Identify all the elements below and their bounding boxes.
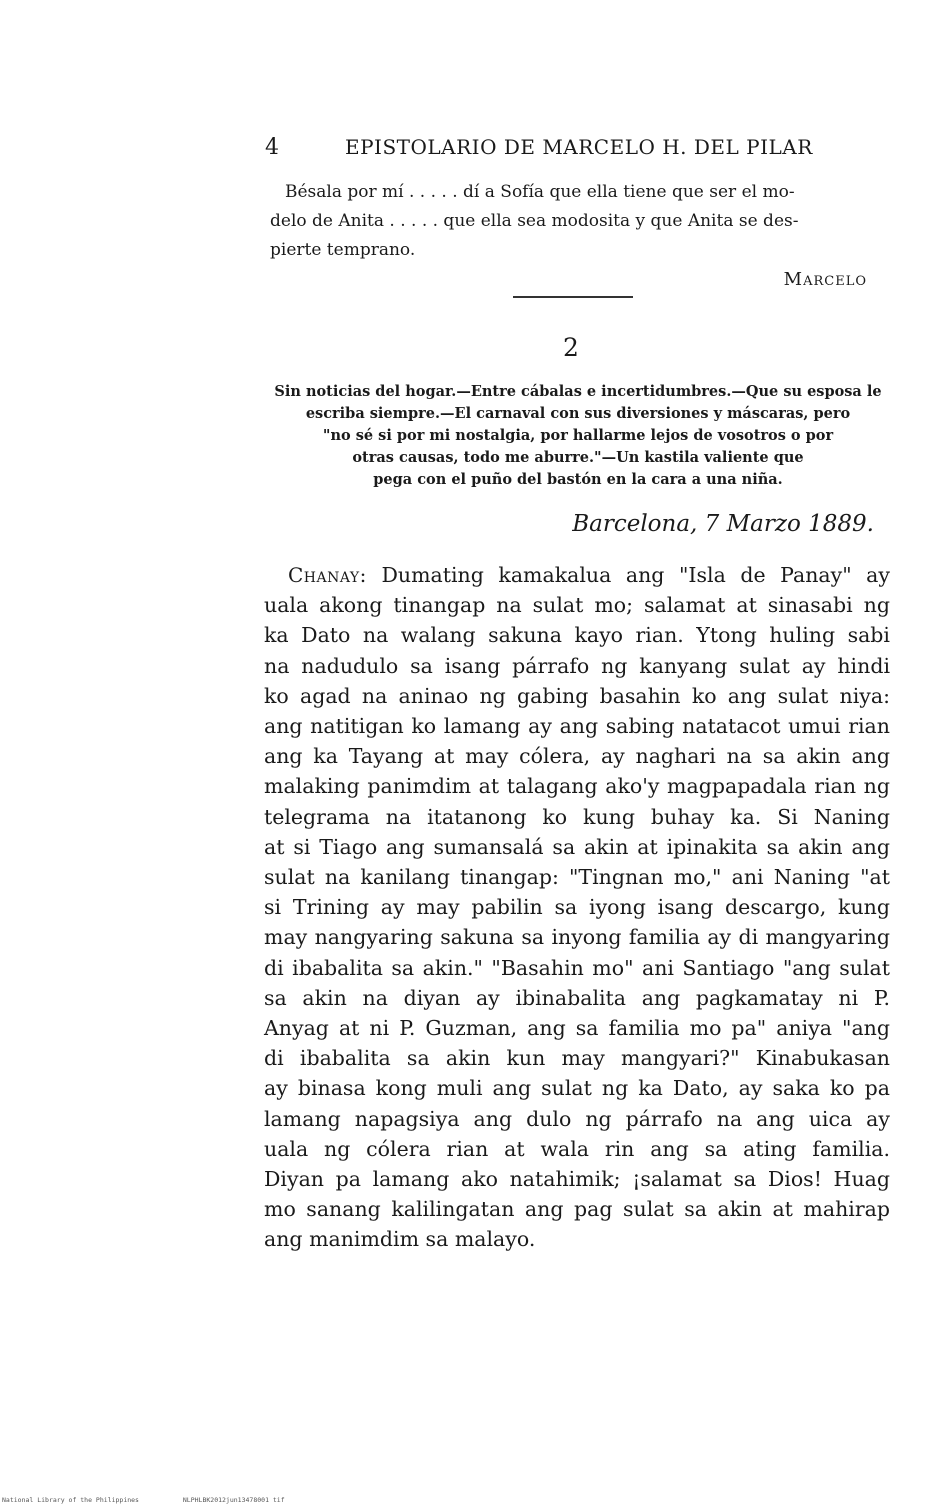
text-line: Bésala por mí . . . . . dí a Sofía que ella tiene que ser el mo- xyxy=(285,182,795,202)
running-title: EPISTOLARIO DE MARCELO H. DEL PILAR xyxy=(345,135,813,159)
body-line: telegrama na itatanong ko kung buhay ka. Si Naning xyxy=(264,804,890,829)
body-line: sa akin na diyan ay ibinabalita ang pagkamatay ni P. xyxy=(264,985,890,1010)
body-line: may nangyaring sakuna sa inyong familia ay di mangyaring xyxy=(264,925,890,950)
body-line: Anyag at ni P. Guzman, ang sa familia mo pa" aniya "ang xyxy=(264,1016,890,1041)
scan-footer xyxy=(2,1496,325,1504)
file-identifier: NLPHLBK2012jun13478001 tif xyxy=(182,1496,285,1504)
summary-line: "no sé si por mi nostalgia, por hallarme lejos de vosotros o por xyxy=(322,427,834,444)
body-line: uala ng cólera rian at wala rin ang sa ating familia. xyxy=(264,1136,890,1161)
body-line: ang ka Tayang at may cólera, ay naghari na sa akin ang xyxy=(264,744,890,769)
body-line: na nadudulo sa isang párrafo ng kanyang sulat ay hindi xyxy=(264,653,890,678)
dateline: Barcelona, 7 Marzo 1889. xyxy=(572,511,874,537)
body-line: uala akong tinangap na sulat mo; salamat at sinasabi ng xyxy=(264,593,890,618)
body-first-line xyxy=(264,560,890,590)
letter-body xyxy=(264,560,890,1255)
previous-letter-ending xyxy=(270,178,877,294)
body-line: malaking panimdim at talagang ako'y magpapadala rian ng xyxy=(264,774,890,799)
body-line: sulat na kanilang tinangap: "Tingnan mo," ani Naning "at xyxy=(264,865,890,890)
body-line: mo sanang kalilingatan ang pag sulat sa akin at mahirap xyxy=(264,1197,890,1222)
body-line: ang manimdim sa malayo. xyxy=(264,1227,536,1252)
text-line: pierte temprano. xyxy=(270,240,416,260)
body-line: di ibabalita sa akin." "Basahin mo" ani Santiago "ang sulat xyxy=(264,955,890,980)
body-line: ka Dato na walang sakuna kayo rian. Ytong huling sabi xyxy=(264,623,890,648)
body-line: at si Tiago ang sumansalá sa akin at ipinakita sa akin ang xyxy=(264,834,890,859)
letter-summary xyxy=(262,381,894,491)
summary-line: otras causas, todo me aburre."—Un kastila valiente que xyxy=(352,449,804,466)
body-line: ko agad na aninao ng gabing basahin ko ang sulat niya: xyxy=(264,683,890,708)
body-line: lamang napagsiya ang dulo ng párrafo na ang uica ay xyxy=(264,1106,890,1131)
letter-number: 2 xyxy=(563,333,579,362)
summary-line: escriba siempre.—El carnaval con sus diversiones y máscaras, pero xyxy=(305,405,851,422)
summary-line: pega con el puño del bastón en la cara a una niña. xyxy=(373,471,783,488)
body-line: Diyan pa lamang ako natahimik; ¡salamat sa Dios! Huag xyxy=(264,1167,890,1192)
body-line: si Trining ay may pabilin sa iyong isang descargo, kung xyxy=(264,895,890,920)
body-line: di ibabalita sa akin kun may mangyari?" Kinabukasan xyxy=(264,1046,890,1071)
running-header xyxy=(265,135,885,167)
body-lines xyxy=(264,590,890,1254)
page-number: 4 xyxy=(265,135,279,160)
summary-line: Sin noticias del hogar.—Entre cábalas e incertidumbres.—Que su esposa le xyxy=(274,383,882,400)
body-line: ang natitigan ko lamang ay ang sabing natatacot umui rian xyxy=(264,714,890,739)
signature: Marcelo xyxy=(783,269,867,290)
library-credit: National Library of the Philippines xyxy=(2,1496,139,1504)
section-divider xyxy=(513,296,633,298)
body-line: Dumating kamakalua ang "Isla de Panay" ay xyxy=(381,563,890,587)
salutation: Chanay: xyxy=(288,563,367,587)
text-line: delo de Anita . . . . . que ella sea modosita y que Anita se des- xyxy=(270,211,799,231)
body-line: ay binasa kong muli ang sulat ng ka Dato, ay saka ko pa xyxy=(264,1076,890,1101)
